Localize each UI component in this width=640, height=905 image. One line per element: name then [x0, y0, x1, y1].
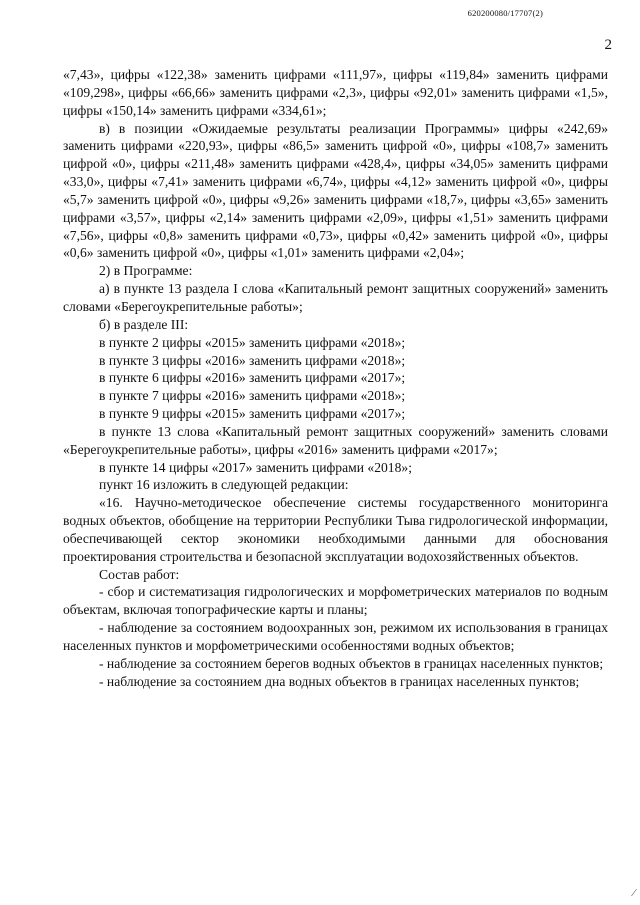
corner-scan-mark: ⁄ — [633, 887, 635, 899]
paragraph: «16. Научно-методическое обеспечение системы государственного мониторинга водных объектов, обобщение на территории Республики Тыва гидрологической информации, обеспечивающей сектор экономики необходимыми данными для обоснования проектирования строительства и безопасной эксплуатации водохозяйственных объектов. — [63, 495, 608, 564]
paragraph: а) в пункте 13 раздела I слова «Капитальный ремонт защитных сооружений» заменить словами «Берегоукрепительные работы»; — [63, 281, 608, 314]
paragraph: в пункте 2 цифры «2015» заменить цифрами «2018»; — [99, 334, 406, 350]
paragraph: «7,43», цифры «122,38» заменить цифрами «111,97», цифры «119,84» заменить цифрами «109,298», цифры «66,66» заменить цифрами «2,3», цифры «92,01» заменить цифрами «1,5», цифры «150,14» заменить цифрами «334,61»; — [63, 67, 608, 118]
paragraph: - наблюдение за состоянием водоохранных зон, режимом их использования в границах населенных пунктов и морфометрическими особенностями водных объектов; — [63, 620, 608, 653]
document-code: 620200080/17707(2) — [467, 8, 543, 18]
paragraph: в пункте 9 цифры «2015» заменить цифрами «2017»; — [99, 406, 406, 422]
paragraph: Состав работ: — [99, 566, 180, 582]
paragraph: - наблюдение за состоянием берегов водных объектов в границах населенных пунктов; — [99, 655, 604, 671]
paragraph: 2) в Программе: — [99, 263, 193, 279]
paragraph: б) в разделе III: — [99, 316, 189, 332]
paragraph: в) в позиции «Ожидаемые результаты реализации Программы» цифры «242,69» заменить цифрами «220,93», цифры «86,5» заменить цифрой «0», цифры «108,7» заменить цифрой «0», цифры «211,48» заменить цифрами «428,4», цифры «34,05» заменить цифрами «33,0», цифры «7,41» заменить цифрами «6,74», цифры «4,12» заменить цифрой «0», цифры «5,7» заменить цифрой «0», цифры «9,26» заменить цифрами «18,7», цифры «3,65» заменить цифрами «3,57», цифры «2,14» заменить цифрами «2,09», цифры «1,51» заменить цифрами «7,56», цифры «0,8» заменить цифрами «0,73», цифры «0,42» заменить цифрой «0», цифры «0,6» заменить цифрой «0», цифры «1,01» заменить цифрами «2,04»; — [63, 120, 608, 261]
paragraph: - наблюдение за состоянием дна водных объектов в границах населенных пунктов; — [99, 673, 580, 689]
paragraph: в пункте 7 цифры «2016» заменить цифрами «2018»; — [99, 388, 406, 404]
page-number: 2 — [604, 37, 612, 53]
paragraph: пункт 16 изложить в следующей редакции: — [99, 477, 349, 493]
paragraph: в пункте 14 цифры «2017» заменить цифрами «2018»; — [99, 459, 412, 475]
paragraph: - сбор и систематизация гидрологических и морфометрических материалов по водным объектам, включая топографические карты и планы; — [63, 584, 608, 618]
paragraph: в пункте 6 цифры «2016» заменить цифрами «2017»; — [99, 370, 406, 386]
paragraph: в пункте 13 слова «Капитальный ремонт защитных сооружений» заменить словами «Берегоукрепительные работы», цифры «2016» заменить цифрами «2017»; — [63, 423, 608, 457]
paragraph: в пункте 3 цифры «2016» заменить цифрами «2018»; — [99, 352, 406, 368]
document-body — [63, 66, 608, 691]
